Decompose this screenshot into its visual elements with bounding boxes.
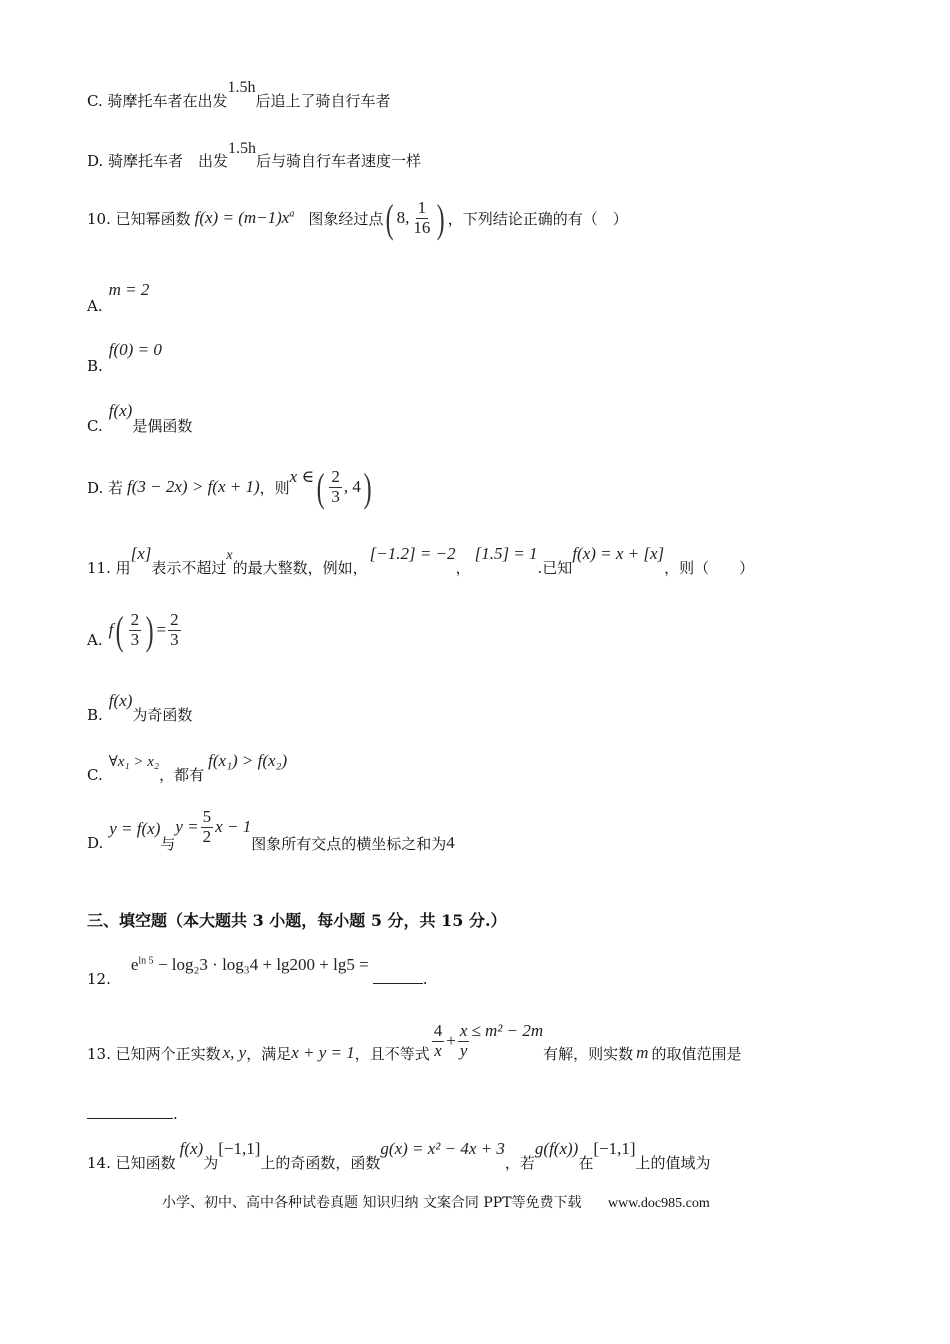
q14-prefix: 14. 已知函数 bbox=[87, 1154, 176, 1172]
q10-option-a-math: m = 2 bbox=[108, 280, 150, 299]
q11-option-d-y: y = bbox=[175, 817, 199, 836]
q11-option-a-f: f bbox=[108, 620, 114, 639]
section-3-title: 三、填空题（本大题共 3 小题，每小题 5 分，共 15 分.） bbox=[87, 911, 507, 930]
q12-rest: − log₂3 · log₃4 + lg200 + lg5 = bbox=[157, 955, 369, 974]
q13-vars: x, y bbox=[222, 1043, 247, 1062]
q11-option-b-math: f(x) bbox=[108, 691, 133, 710]
q10-point-num: 1 bbox=[417, 197, 427, 217]
q13-answer-blank[interactable] bbox=[87, 1118, 173, 1119]
q9-option-d-label: D. 骑摩托车者 出发 bbox=[87, 152, 229, 170]
q13-inequality bbox=[430, 1022, 543, 1060]
q11-example-2: [1.5] = 1 bbox=[474, 544, 538, 563]
q14-interval: [−1,1] bbox=[218, 1139, 261, 1158]
q11-option-a-den: 3 bbox=[130, 629, 140, 649]
q13-m: m bbox=[636, 1043, 649, 1062]
q10-option-b-label: B. bbox=[87, 357, 103, 375]
q13-t4: 的取值范围是 bbox=[651, 1044, 742, 1063]
q11-option-d-label: D. bbox=[87, 834, 104, 852]
q14 bbox=[87, 1138, 711, 1172]
q14-g: g(x) = x² − 4x + 3 bbox=[380, 1139, 505, 1158]
q11-option-a-num2: 2 bbox=[170, 609, 179, 629]
footer-text: 小学、初中、高中各种试卷真题 知识归纳 文案合同 PPT等免费下载 bbox=[162, 1195, 582, 1211]
q11-option-a-math: f ( $\frac{2}{3}$ ) = $\frac{2}{3}$ bbox=[108, 607, 179, 653]
q11-option-a-label: A. bbox=[87, 631, 103, 649]
q13-rhs: ≤ m² − 2m bbox=[471, 1021, 544, 1040]
q10-option-b-math: f(0) = 0 bbox=[108, 340, 162, 359]
q10-option-d-tail: , 4 bbox=[343, 477, 361, 496]
q11-option-d-val: 4 bbox=[446, 833, 455, 852]
q9-option-d-tail: 后与骑自行车者速度一样 bbox=[256, 152, 422, 170]
q10-option-b bbox=[87, 340, 162, 375]
q11-option-b bbox=[87, 690, 193, 724]
q11-t1: 表示不超过 bbox=[151, 559, 227, 577]
q10-option-c-text: 是偶函数 bbox=[132, 417, 193, 435]
q11-definition: f(x) = x + [x] bbox=[572, 544, 665, 563]
q10-option-c-math: f(x) bbox=[108, 401, 133, 420]
q11-option-d bbox=[87, 808, 455, 858]
q10-option-d-den: 3 bbox=[331, 486, 340, 506]
q10-option-d bbox=[87, 462, 374, 512]
q10-option-c-label: C. bbox=[87, 417, 103, 435]
q14-gf: g(f(x)) bbox=[534, 1139, 579, 1158]
q10-option-c bbox=[87, 400, 193, 435]
q13-end: . bbox=[173, 1105, 178, 1123]
q10-option-d-interval: ( $\frac{2}{3}$ , 4 ) bbox=[316, 464, 372, 510]
q11-option-d-with: 与 bbox=[160, 834, 176, 853]
q13-den-1: x bbox=[434, 1040, 442, 1060]
q13-plus: + bbox=[446, 1031, 456, 1050]
q11-t3: .已知 bbox=[537, 559, 573, 577]
q13 bbox=[87, 1015, 741, 1071]
q12 bbox=[87, 955, 428, 988]
q12-end: . bbox=[422, 970, 428, 988]
q13-num-1: 4 bbox=[433, 1020, 443, 1040]
q12-answer-blank[interactable] bbox=[373, 983, 423, 984]
q10-option-d-mid: ，则 bbox=[259, 478, 290, 497]
q9-option-c-tail: 后追上了骑自行车者 bbox=[255, 92, 391, 110]
q10-point-x: 8, bbox=[396, 208, 410, 227]
footer-url[interactable]: www.doc985.com bbox=[607, 1196, 710, 1211]
q11-option-b-label: B. bbox=[87, 706, 103, 724]
q11-option-c-math: ∀x₁ > x₂ bbox=[108, 754, 160, 770]
footer bbox=[162, 1192, 710, 1212]
q11-option-a-eq: = bbox=[156, 620, 167, 639]
q14-t4: 在 bbox=[578, 1154, 594, 1172]
q13-prefix: 13. 已知两个正实数 bbox=[87, 1044, 221, 1063]
q10-option-d-num: 2 bbox=[331, 466, 340, 486]
q11-t2: 的最大整数，例如， bbox=[232, 559, 368, 577]
q10-option-d-math2: x ∈ bbox=[289, 467, 315, 486]
q10-prefix: 10. 已知幂函数 bbox=[87, 209, 191, 228]
q9-option-d-time: 1.5h bbox=[228, 140, 257, 157]
q10-option-d-math: f(3 − 2x) > f(x + 1) bbox=[127, 477, 260, 496]
q11-sep: ， bbox=[455, 559, 471, 577]
q9-option-c-time: 1.5h bbox=[227, 79, 256, 96]
q11-option-d-num: 5 bbox=[202, 806, 212, 826]
q13-num-2: x bbox=[459, 1020, 468, 1040]
q13-t3: 有解，则实数 bbox=[543, 1044, 634, 1063]
q10-function-text: f(x) = (m−1)x bbox=[194, 208, 290, 227]
q11-prefix: 11. 用 bbox=[87, 559, 131, 577]
q11-t4: ，则（ ） bbox=[664, 559, 755, 577]
q14-t5: 上的值域为 bbox=[635, 1154, 711, 1172]
q10-option-a-label: A. bbox=[87, 297, 103, 315]
q11-option-d-rest: x − 1 bbox=[215, 817, 252, 836]
q11-stem bbox=[87, 543, 755, 577]
q11-option-d-den: 2 bbox=[202, 826, 212, 846]
q10-exponent: a bbox=[289, 208, 295, 220]
q9-option-d bbox=[87, 137, 422, 170]
q10-option-d-label: D. 若 bbox=[87, 478, 124, 497]
q9-option-c bbox=[87, 76, 391, 110]
q13-answer-line bbox=[87, 1105, 178, 1123]
q11-option-c-label: C. bbox=[87, 766, 103, 784]
q13-den-2: y bbox=[459, 1040, 468, 1060]
q12-expression bbox=[131, 955, 369, 974]
q11-x: x bbox=[226, 548, 233, 563]
q14-t3: ，若 bbox=[504, 1154, 535, 1172]
q9-option-c-label: C. 骑摩托车者在出发 bbox=[87, 92, 228, 110]
q13-condition: x + y = 1 bbox=[291, 1043, 355, 1062]
q11-option-c-math2: f(x₁) > f(x₂) bbox=[208, 751, 288, 770]
q10-point-den: 16 bbox=[413, 217, 431, 237]
q10-suffix: ，下列结论正确的有（ ） bbox=[447, 209, 628, 228]
q14-interval-2: [−1,1] bbox=[593, 1139, 636, 1158]
q14-t1: 为 bbox=[203, 1154, 219, 1172]
q11-option-d-tail: 图象所有交点的横坐标之和为 bbox=[251, 834, 447, 853]
q11-bracket-x: [x] bbox=[130, 544, 152, 563]
q11-option-c-text: ，都有 bbox=[159, 766, 205, 784]
q11-option-a bbox=[87, 603, 183, 657]
q11-option-a-den2: 3 bbox=[170, 629, 179, 649]
q10-point: ( 8, $\frac{1}{16}$ ) bbox=[385, 195, 446, 241]
q13-t2: ，且不等式 bbox=[354, 1044, 430, 1063]
q12-e: e bbox=[130, 955, 139, 974]
q14-t2: 上的奇函数，函数 bbox=[260, 1154, 381, 1172]
q11-option-d-math: y = f(x) bbox=[109, 819, 161, 838]
q10-function bbox=[195, 208, 295, 228]
q11-option-b-text: 为奇函数 bbox=[132, 706, 193, 724]
q12-label: 12. bbox=[87, 970, 111, 988]
q10-option-a bbox=[87, 280, 150, 315]
q11-option-a-num: 2 bbox=[130, 609, 140, 629]
q10-mid: 图象经过点 bbox=[308, 209, 384, 228]
q10-stem bbox=[87, 193, 628, 243]
q12-exponent: ln 5 bbox=[138, 955, 154, 967]
q11-option-d-line bbox=[175, 808, 251, 846]
q13-t1: ，满足 bbox=[246, 1044, 292, 1063]
q11-example-1: [−1.2] = −2 bbox=[369, 544, 456, 563]
q11-option-c bbox=[87, 750, 288, 784]
q14-f: f(x) bbox=[179, 1139, 204, 1158]
